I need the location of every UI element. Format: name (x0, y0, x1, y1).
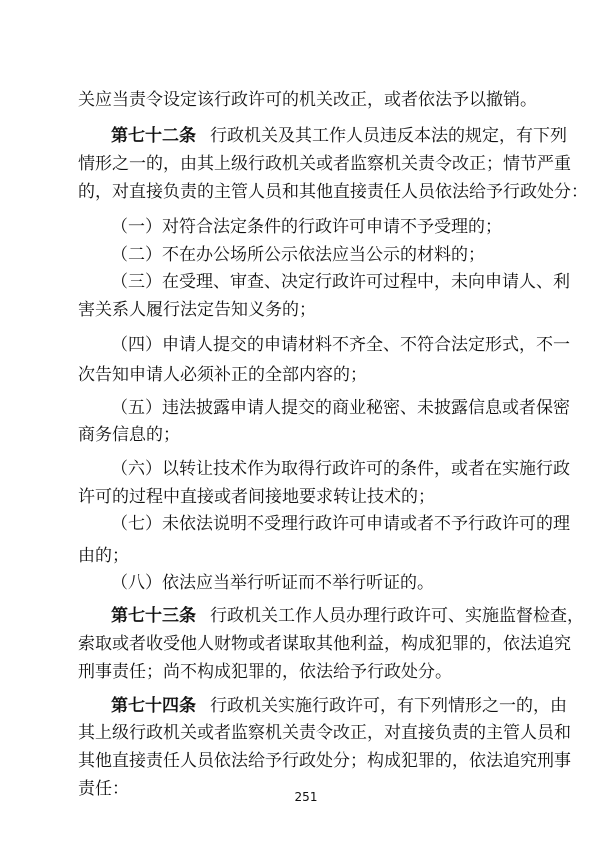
paragraph-first-line (0, 514, 612, 534)
paragraph-first-line (0, 459, 612, 479)
paragraph-first-line (0, 245, 612, 265)
line-text: 刑事责任；尚不构成犯罪的，依法给予行政处分。 (78, 662, 452, 682)
page-number: 251 (294, 790, 318, 804)
line-text: 商务信息的； (78, 425, 180, 445)
line-text: 的，对直接负责的主管人员和其他直接责任人员依法给予行政处分： (78, 182, 588, 202)
line-text: （四）申请人提交的申请材料不齐全、不符合法定形式，不一 (111, 335, 570, 355)
paragraph-line (0, 154, 612, 174)
line-text: 行政机关实施行政许可，有下列情形之一的，由 (210, 696, 567, 716)
line-text: 行政机关工作人员办理行政许可、实施监督检查， (210, 606, 584, 626)
paragraph-first-line (0, 606, 612, 626)
paragraph-first-line (0, 696, 612, 716)
paragraph-first-line (0, 272, 612, 292)
line-text: 责任： (78, 779, 129, 799)
article-number: 第七十四条 (111, 696, 196, 716)
line-text: 情形之一的，由其上级行政机关或者监察机关责令改正；情节严重 (78, 154, 571, 174)
line-text: 次告知申请人必须补正的全部内容的； (78, 365, 367, 385)
paragraph-line (0, 751, 612, 771)
paragraph-first-line (0, 335, 612, 355)
paragraph-line (0, 182, 612, 202)
line-text: （一）对符合法定条件的行政许可申请不予受理的； (111, 217, 502, 237)
line-text: 许可的过程中直接或者间接地要求转让技术的； (78, 487, 435, 507)
line-text: 其上级行政机关或者监察机关责令改正，对直接负责的主管人员和 (78, 723, 571, 743)
paragraph-first-line (0, 217, 612, 237)
paragraph-line (0, 487, 612, 507)
paragraph-line (0, 662, 612, 682)
line-text: 关应当责令设定该行政许可的机关改正，或者依法予以撤销。 (78, 90, 537, 110)
paragraph-line (0, 365, 612, 385)
line-text: （五）违法披露申请人提交的商业秘密、未披露信息或者保密 (111, 398, 570, 418)
paragraph-line (0, 425, 612, 445)
paragraph-first-line (0, 90, 612, 110)
article-number: 第七十三条 (111, 606, 196, 626)
paragraph-first-line (0, 126, 612, 146)
line-text: （二）不在办公场所公示依法应当公示的材料的； (111, 245, 485, 265)
line-text: 行政机关及其工作人员违反本法的规定，有下列 (210, 126, 567, 146)
article-number: 第七十二条 (111, 126, 196, 146)
line-text: （七）未依法说明不受理行政许可申请或者不予行政许可的理 (111, 514, 570, 534)
line-text: 害关系人履行法定告知义务的； (78, 300, 316, 320)
line-text: （三）在受理、审查、决定行政许可过程中，未向申请人、利 (111, 272, 570, 292)
line-text: 由的； (78, 546, 129, 566)
line-text: （六）以转让技术作为取得行政许可的条件，或者在实施行政 (111, 459, 570, 479)
paragraph-line (0, 634, 612, 654)
line-text: 索取或者收受他人财物或者谋取其他利益，构成犯罪的，依法追究 (78, 634, 571, 654)
paragraph-line (0, 723, 612, 743)
paragraph-first-line (0, 573, 612, 593)
line-text: （八）依法应当举行听证而不举行听证的。 (111, 573, 434, 593)
paragraph-line (0, 546, 612, 566)
line-text: 其他直接责任人员依法给予行政处分；构成犯罪的，依法追究刑事 (78, 751, 571, 771)
paragraph-first-line (0, 398, 612, 418)
paragraph-line (0, 300, 612, 320)
